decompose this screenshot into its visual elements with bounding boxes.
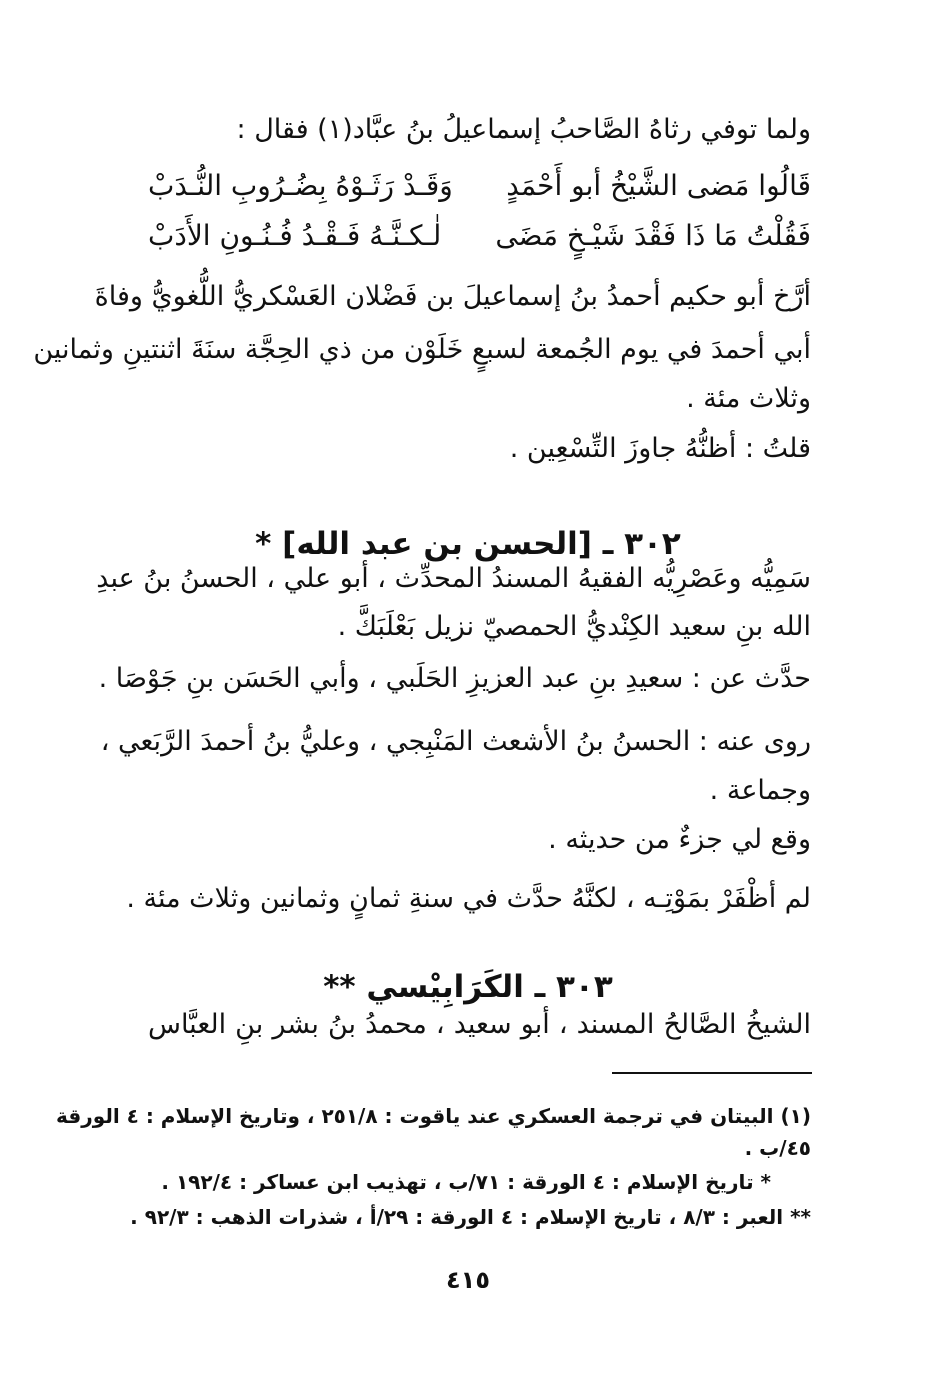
death-line: لم أظْفَرْ بمَوْتِـه ، لكنَّهُ حدَّث في سنةِ ثمانٍ وثمانين وثلاث مئة . (126, 883, 811, 914)
narrators-line: روى عنه : الحسنُ بنُ الأشعث المَنْبِجي ، وعليُّ بنُ أحمدَ الرَّبَعي ، (100, 726, 811, 757)
paragraph-line: أرَّخ أبو حكيم أحمدُ بنُ إسماعيلَ بن فَضْلان العَسْكريُّ اللُّغويُّ وفاةَ (94, 281, 811, 312)
footnote-star: * تاريخ الإسلام : ٤ الورقة : ٧١/ب ، تهذيب ابن عساكر : ١٩٢/٤ . (161, 1170, 771, 1194)
verse-2-first-hemistich: فَقُلْتُ مَا ذَا فَقْدَ شَيْـخٍ مَضَى (495, 219, 811, 252)
bio-line: سَمِيُّه وعَصْرِيُّه الفقيهُ المسندُ المحدِّث ، أبو علي ، الحسنُ بنُ عبدِ (96, 563, 811, 594)
intro-line: ولما توفي رثاهُ الصَّاحبُ إسماعيلُ بنُ عبَّاد(١) فقال : (236, 114, 811, 145)
footnote-1: (١) البيتان في ترجمة العسكري عند ياقوت : ٢٥١/٨ ، وتاريخ الإسلام : ٤ الورقة (56, 1104, 811, 1128)
footnote-1-cont: ٤٥/ب . (744, 1136, 811, 1160)
page-number: ٤١٥ (446, 1266, 490, 1294)
verse-1-second-hemistich: وَقَـدْ رَثَـوْهُ بِضُـرُوبِ النُّـدَبْ (148, 169, 453, 202)
verse-2-second-hemistich: لٰـكـنَّـهُ فَـقْـدُ فُـنُـونِ الأَدَبْ (148, 219, 442, 252)
part-line: وقع لي جزءٌ من حديثه . (548, 824, 811, 855)
narrators-line: وجماعة . (709, 775, 811, 806)
verse-1-first-hemistich: قَالُوا مَضى الشَّيْخُ أبو أَحْمَدٍ (506, 169, 811, 202)
entry-heading-303: ٣٠٣ ـ الكَرَابِيْسي ** (323, 968, 613, 1005)
paragraph-line: أبي أحمدَ في يوم الجُمعة لسبعٍ خَلَوْن من ذي الحِجَّة سنَةَ اثنتينِ وثمانين (33, 334, 811, 365)
footnote-separator (612, 1072, 812, 1074)
paragraph-line: وثلاث مئة . (686, 383, 811, 414)
footnote-double-star: ** العبر : ٨/٣ ، تاريخ الإسلام : ٤ الورقة : ٢٩/أ ، شذرات الذهب : ٩٢/٣ . (130, 1205, 811, 1229)
bio-line: الشيخُ الصَّالحُ المسند ، أبو سعيد ، محمدُ بنُ بشر بنِ العبَّاس (148, 1009, 811, 1040)
narrated-from-line: حدَّث عن : سعيدِ بنِ عبد العزيزِ الحَلَبي ، وأبي الحَسَن بنِ جَوْصَا . (98, 663, 811, 694)
author-remark: قلتُ : أظنُّهُ جاوزَ التِّسْعِين . (509, 433, 811, 464)
entry-heading-302: ٣٠٢ ـ [الحسن بن عبد الله] * (255, 525, 681, 562)
bio-line: الله بنِ سعيد الكِنْديُّ الحمصيّ نزيل بَعْلَبَكَّ . (337, 611, 811, 642)
